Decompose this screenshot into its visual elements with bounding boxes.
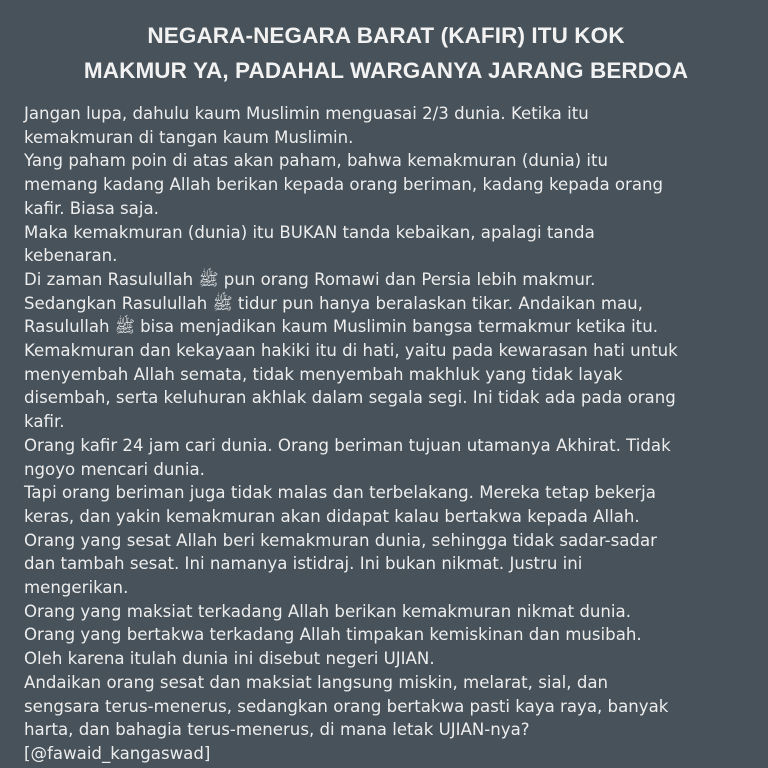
title-line-2: MAKMUR YA, PADAHAL WARGANYA JARANG BERDOA <box>83 58 689 83</box>
text-line: [@fawaid_kangaswad] <box>24 743 211 763</box>
paragraph <box>24 481 748 528</box>
paragraph <box>24 339 748 434</box>
text-line: Orang yang sesat Allah beri kemakmuran dunia, sehingga tidak sadar-sadar <box>24 530 657 550</box>
paragraph <box>24 268 748 339</box>
paragraph <box>24 434 748 481</box>
text-line: sengsara terus-menerus, sedangkan orang bertakwa pasti kaya raya, banyak <box>24 696 669 716</box>
text-line: mengerikan. <box>24 578 129 598</box>
text-line: Oleh karena itulah dunia ini disebut negeri UJIAN. <box>24 649 435 669</box>
text-line: Yang paham poin di atas akan paham, bahwa kemakmuran (dunia) itu <box>24 151 609 171</box>
paragraph <box>24 221 748 268</box>
text-line: harta, dan bahagia terus-menerus, di mana letak UJIAN-nya? <box>24 720 530 740</box>
text-line: Rasulullah ﷺ bisa menjadikan kaum Muslimin bangsa termakmur ketika itu. <box>24 317 658 337</box>
text-line: disembah, serta keluhuran akhlak dalam segala segi. Ini tidak ada pada orang <box>24 388 676 408</box>
text-line: Maka kemakmuran (dunia) itu BUKAN tanda kebaikan, apalagi tanda <box>24 222 595 242</box>
text-line: kafir. Biasa saja. <box>24 198 159 218</box>
text-line: kebenaran. <box>24 246 118 266</box>
paragraph <box>24 600 748 624</box>
text-line: memang kadang Allah berikan kepada orang beriman, kadang kepada orang <box>24 175 664 195</box>
paragraph <box>24 647 748 671</box>
paragraph <box>24 671 748 742</box>
text-line: Kemakmuran dan kekayaan hakiki itu di hati, yaitu pada kewarasan hati untuk <box>24 341 678 361</box>
author-handle <box>24 742 748 766</box>
paragraph <box>24 102 748 149</box>
text-line: Andaikan orang sesat dan maksiat langsung miskin, melarat, sial, dan <box>24 672 609 692</box>
page-title <box>24 18 748 88</box>
text-line: Di zaman Rasulullah ﷺ pun orang Romawi dan Persia lebih makmur. <box>24 269 596 289</box>
article-body <box>24 102 748 766</box>
title-line-1: NEGARA-NEGARA BARAT (KAFIR) ITU KOK <box>147 23 625 48</box>
text-line: Orang yang maksiat terkadang Allah berikan kemakmuran nikmat dunia. <box>24 601 631 621</box>
paragraph <box>24 149 748 220</box>
text-line: Jangan lupa, dahulu kaum Muslimin menguasai 2/3 dunia. Ketika itu <box>24 104 589 123</box>
text-line: keras, dan yakin kemakmuran akan didapat kalau bertakwa kepada Allah. <box>24 506 640 526</box>
text-line: menyembah Allah semata, tidak menyembah makhluk yang tidak layak <box>24 364 623 384</box>
text-line: kafir. <box>24 412 65 432</box>
paragraph <box>24 529 748 600</box>
text-line: kemakmuran di tangan kaum Muslimin. <box>24 127 354 147</box>
text-line: Orang yang bertakwa terkadang Allah timpakan kemiskinan dan musibah. <box>24 625 642 645</box>
text-line: Tapi orang beriman juga tidak malas dan terbelakang. Mereka tetap bekerja <box>24 483 656 503</box>
text-line: Orang kafir 24 jam cari dunia. Orang beriman tujuan utamanya Akhirat. Tidak <box>24 435 671 455</box>
text-line: dan tambah sesat. Ini namanya istidraj. Ini bukan nikmat. Justru ini <box>24 554 583 574</box>
text-line: ngoyo mencari dunia. <box>24 459 205 479</box>
paragraph <box>24 623 748 647</box>
text-line: Sedangkan Rasulullah ﷺ tidur pun hanya beralaskan tikar. Andaikan mau, <box>24 293 643 313</box>
